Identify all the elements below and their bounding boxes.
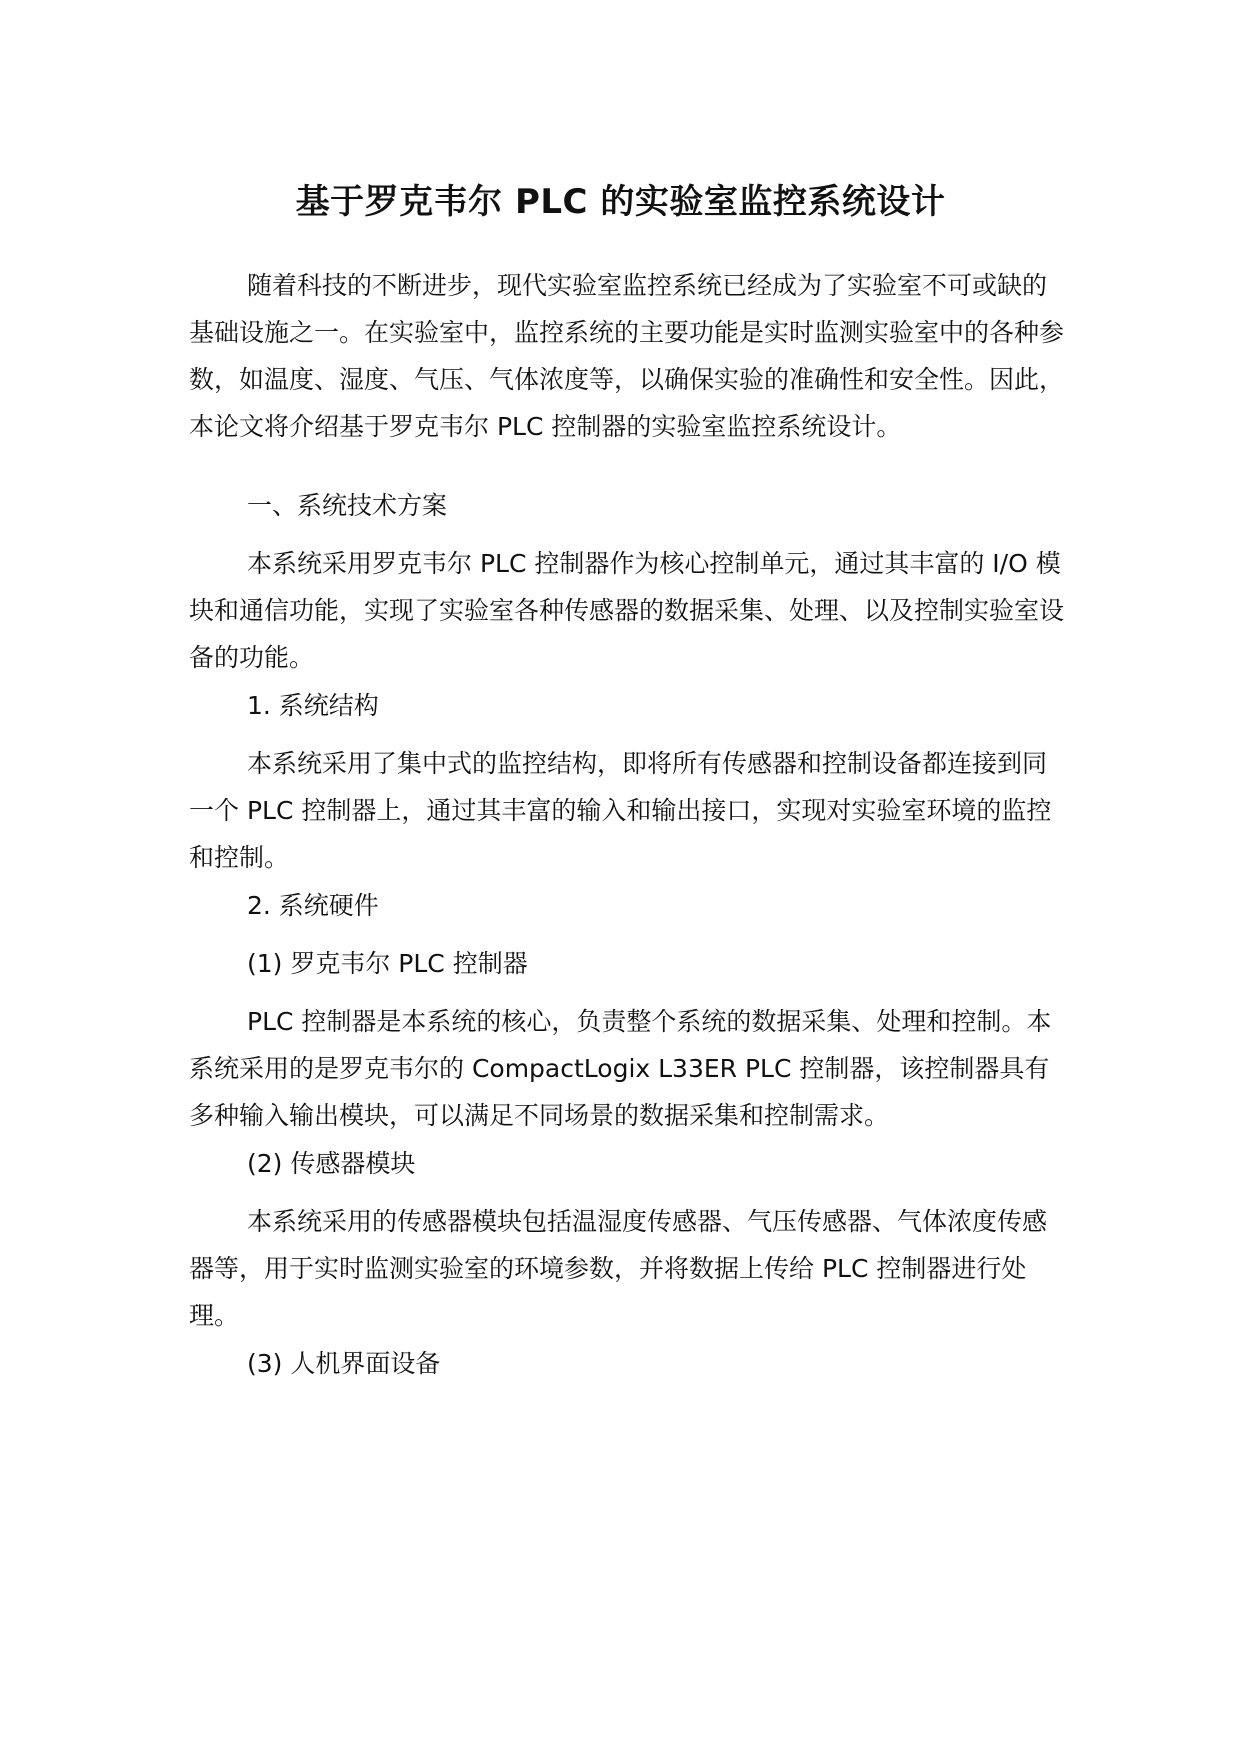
tech-plan-paragraph: 本系统采用罗克韦尔 PLC 控制器作为核心控制单元，通过其丰富的 I/O 模块和通信功能，实现了实验室各种传感器的数据采集、处理、以及控制实验室设备的功能。 (189, 549, 1065, 672)
intro-paragraph: 随着科技的不断进步，现代实验室监控系统已经成为了实验室不可或缺的基础设施之一。在实验室中，监控系统的主要功能是实时监测实验室中的各种参数，如温度、湿度、气压、气体浓度等，以确保实验的准确性和安全性。因此，本论文将介绍基于罗克韦尔 PLC 控制器的实验室监控系统设计。 (189, 271, 1065, 441)
item-heading-plc-controller: (1) 罗克韦尔 PLC 控制器 (247, 949, 528, 978)
sensor-module-paragraph: 本系统采用的传感器模块包括温湿度传感器、气压传感器、气体浓度传感器等，用于实时监测实验室的环境参数，并将数据上传给 PLC 控制器进行处理。 (189, 1207, 1048, 1330)
subsection-heading-hardware: 2. 系统硬件 (247, 891, 379, 920)
item-heading-sensor-module: (2) 传感器模块 (247, 1149, 416, 1178)
section-heading-tech-plan: 一、系统技术方案 (247, 491, 448, 520)
plc-controller-paragraph: PLC 控制器是本系统的核心，负责整个系统的数据采集、处理和控制。本系统采用的是罗克韦尔的 CompactLogix L33ER PLC 控制器，该控制器具有多种输入输出模块，可以满足不同场景的数据采集和控制需求。 (189, 1007, 1052, 1130)
document-title: 基于罗克韦尔 PLC 的实验室监控系统设计 (295, 182, 946, 222)
item-heading-hmi-device: (3) 人机界面设备 (247, 1349, 441, 1378)
subsection-heading-structure: 1. 系统结构 (247, 691, 379, 720)
structure-paragraph: 本系统采用了集中式的监控结构，即将所有传感器和控制设备都连接到同一个 PLC 控制器上，通过其丰富的输入和输出接口，实现对实验室环境的监控和控制。 (189, 749, 1052, 872)
